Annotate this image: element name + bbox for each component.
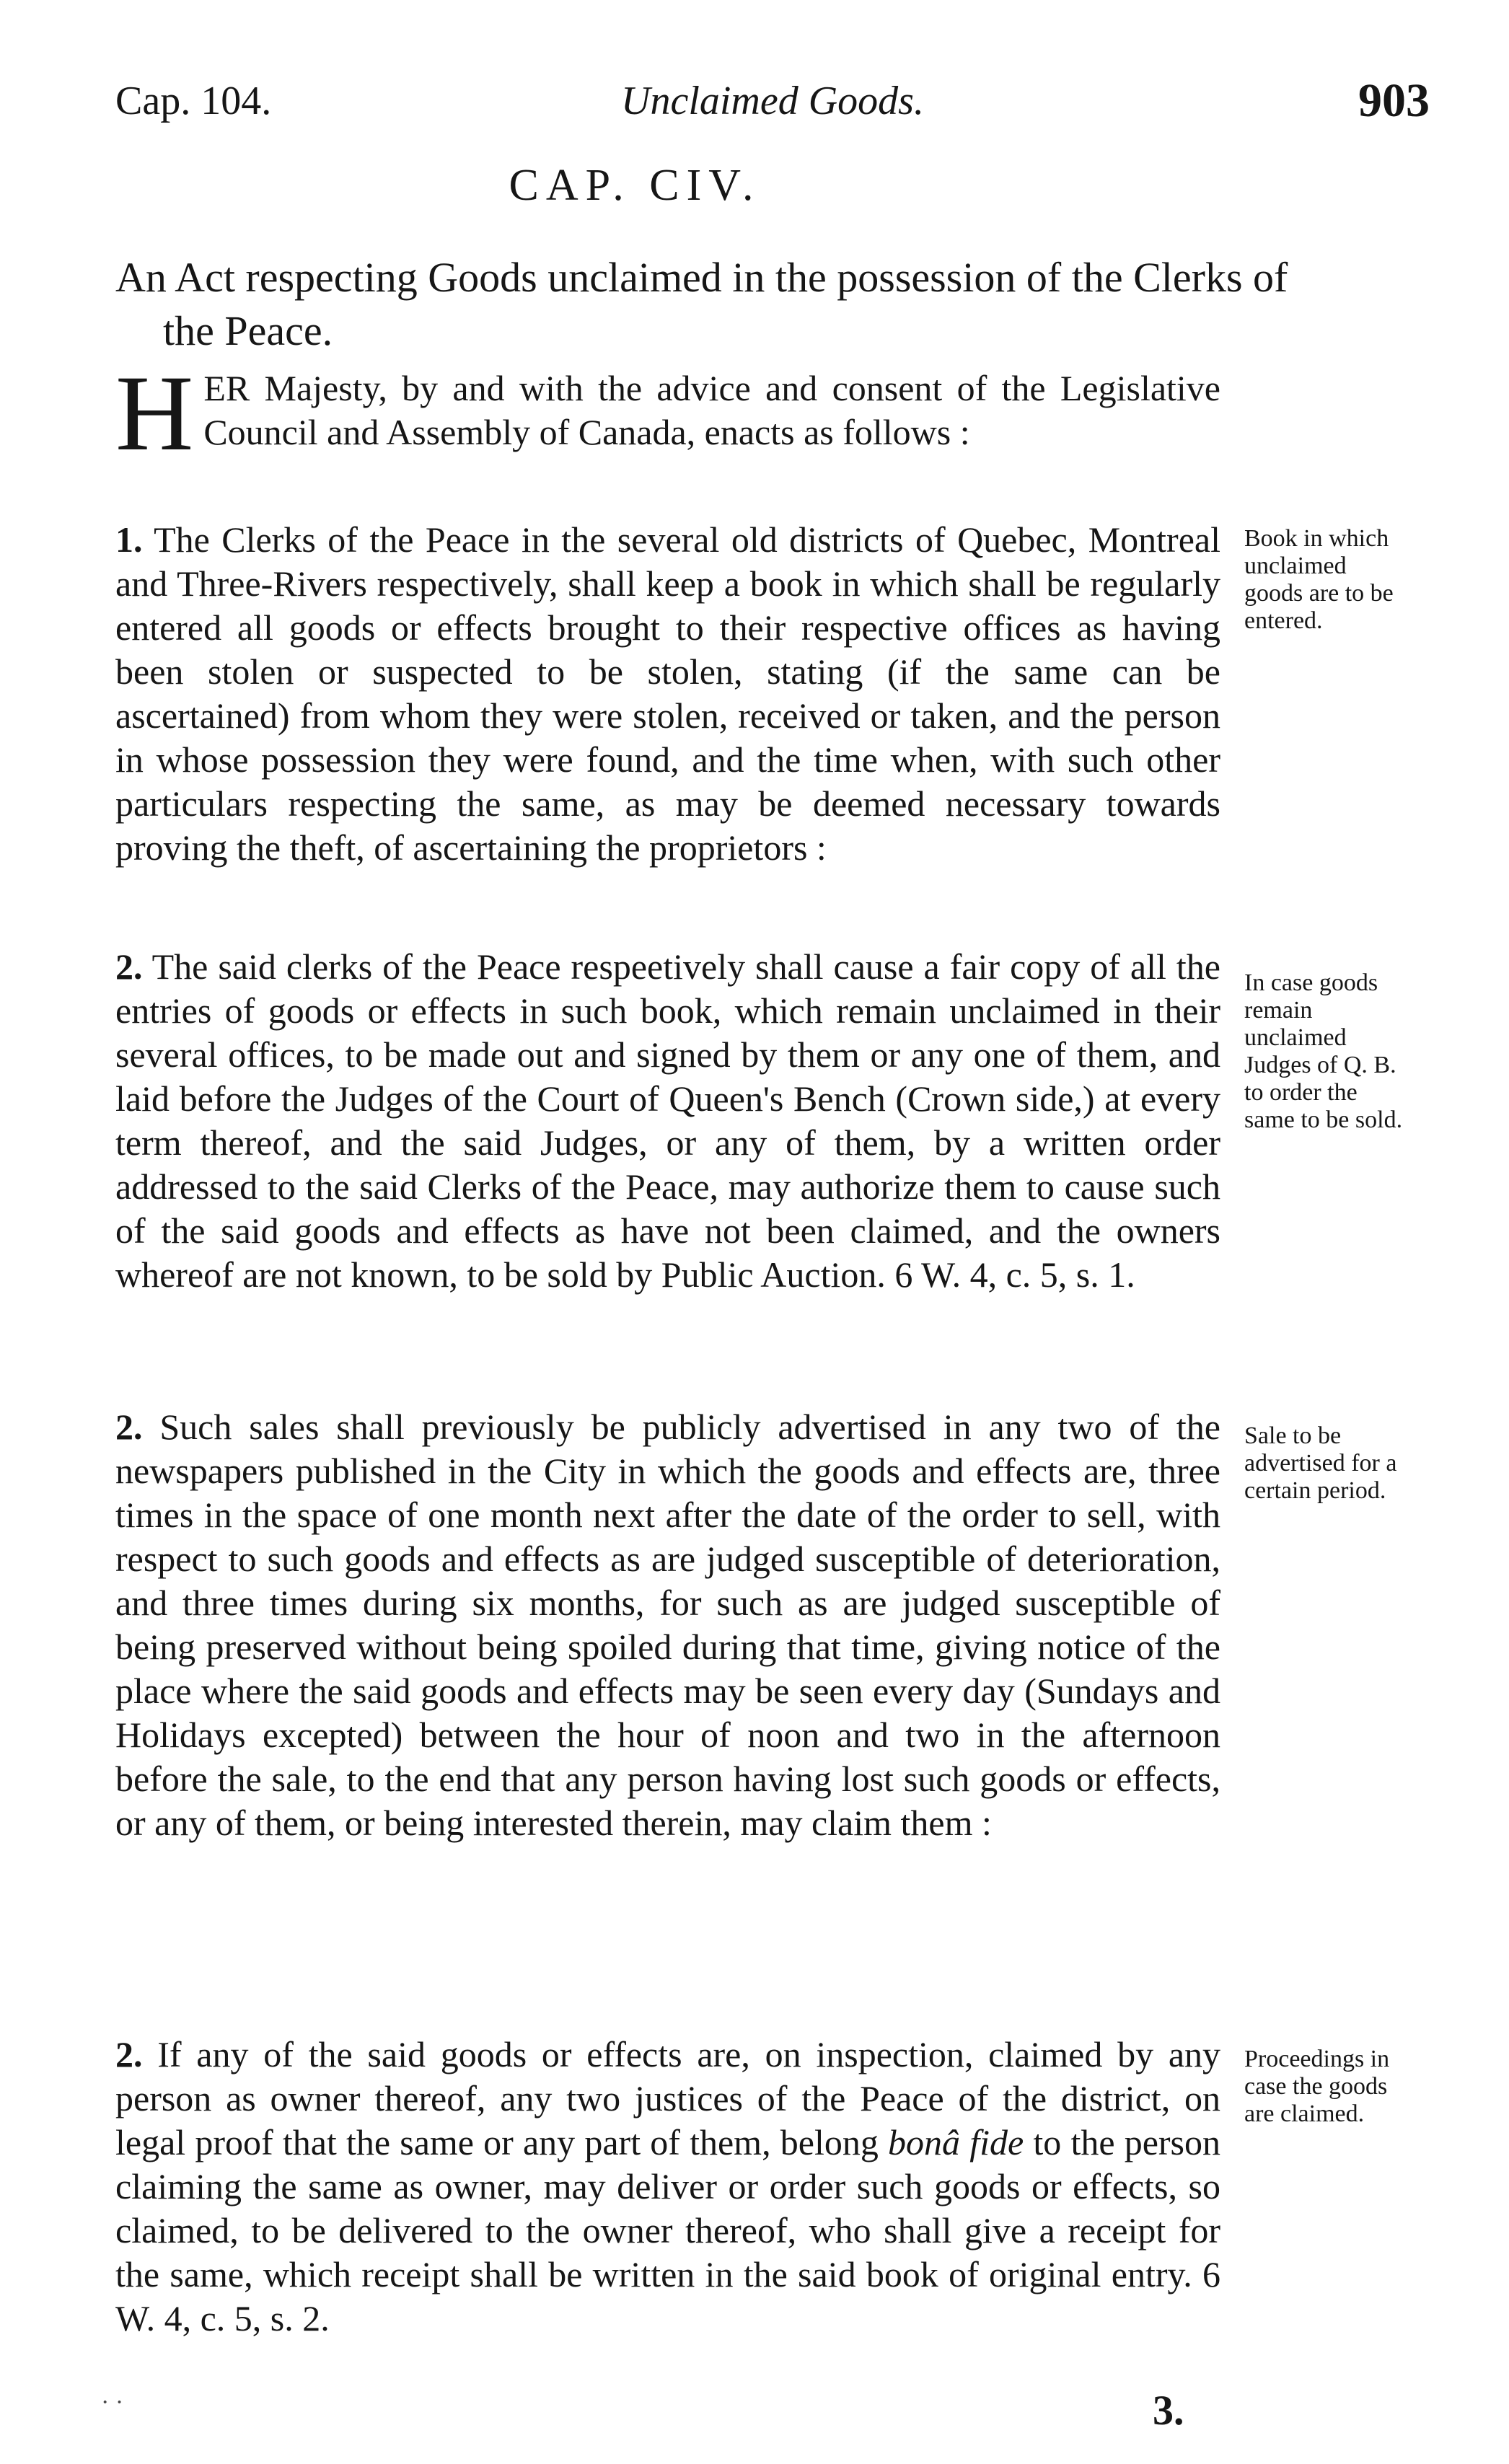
cap-heading: CAP. CIV. bbox=[509, 161, 761, 210]
act-title: An Act respecting Goods unclaimed in the possession of the Clerks of the Peace. bbox=[115, 254, 1288, 354]
section-text: If any of the said goods or effects are, on inspection, claimed by any person as owner thereof, any two justices of the Peace of the district, on legal proof that the same or any part of them, belong bbox=[115, 2034, 1221, 2162]
marginal-note-3: Sale to be advertised for a certain period. bbox=[1244, 1422, 1397, 1504]
section-number: 1. bbox=[115, 519, 143, 560]
section-2 bbox=[115, 945, 1220, 1297]
section-text: The Clerks of the Peace in the several old districts of Quebec, Montreal and Three-Rivers respectively, shall keep a book in which shall be regularly entered all goods or effects brought to their respective offices as having been stolen or suspected to be stolen, stating (if the same can be ascertained) from whom they were stolen, received or taken, and the person in whose possession they were found, and the time when, with such other particulars respecting the same, as may be deemed necessary towards proving the theft, of ascertaining the proprietors : bbox=[115, 519, 1220, 868]
drop-cap: H bbox=[115, 353, 194, 473]
section-text-continued: to the person claiming the same as owner, may deliver or order such goods or effects, so claimed, to be delivered to the owner thereof, who shall give a receipt for the same, which receipt shall be written in the said book of original entry. 6 W. 4, c. 5, s. 2. bbox=[115, 2122, 1221, 2338]
marginal-note-4: Proceedings in case the goods are claimed. bbox=[1244, 2046, 1390, 2127]
section-text: The said clerks of the Peace respeetively shall cause a fair copy of all the entries of goods or effects in such book, which remain unclaimed in their several offices, to be made out and signed by them or any one of them, and laid before the Judges of the Court of Queen's Bench (Crown side,) at every term thereof, and the said Judges, or any of them, by a written order addressed to the said Clerks of the Peace, may authorize them to cause such of the said goods and effects as have not been claimed, and the owners whereof are not known, to be sold by Public Auction. 6 W. 4, c. 5, s. 1. bbox=[115, 946, 1220, 1295]
page-number: 903 bbox=[1358, 74, 1430, 127]
chapter-number: Cap. 104. bbox=[115, 79, 272, 123]
preamble-text: ER Majesty, by and with the advice and consent of the Legislative Council and Assembly of Canada, enacts as follows : bbox=[203, 368, 1220, 452]
section-number: 2. bbox=[115, 2034, 143, 2074]
italic-phrase: bonâ fide bbox=[888, 2122, 1024, 2162]
subsection-2 bbox=[115, 2033, 1220, 2341]
section-number: 2. bbox=[115, 946, 143, 987]
marginal-note-2: In case goods remain unclaimed Judges of Q. B. to order the same to be sold. bbox=[1244, 969, 1403, 1133]
stray-marks: · · bbox=[101, 2389, 124, 2416]
section-number: 2. bbox=[115, 1407, 143, 1447]
marginal-note-1: Book in which unclaimed goods are to be entered. bbox=[1244, 525, 1394, 634]
section-3 bbox=[115, 1405, 1220, 1845]
preamble bbox=[115, 353, 1220, 473]
section-text: Such sales shall previously be publicly advertised in any two of the newspapers published in the City in which the goods and effects are, three times in the space of one month next after the date of the order to sell, with respect to such goods and effects as are judged susceptible of deterioration, and three times during six months, for such as are judged susceptible of being preserved without being spoiled during that time, giving notice of the place where the said goods and effects may be seen every day (Sundays and Holidays excepted) between the hour of noon and two in the afternoon before the sale, to the end that any person having lost such goods or effects, or any of them, or being interested therein, may claim them : bbox=[115, 1407, 1220, 1843]
catchword: 3. bbox=[1153, 2387, 1184, 2434]
running-title: Unclaimed Goods. bbox=[621, 79, 924, 123]
running-head bbox=[115, 74, 1430, 128]
section-1 bbox=[115, 518, 1220, 870]
